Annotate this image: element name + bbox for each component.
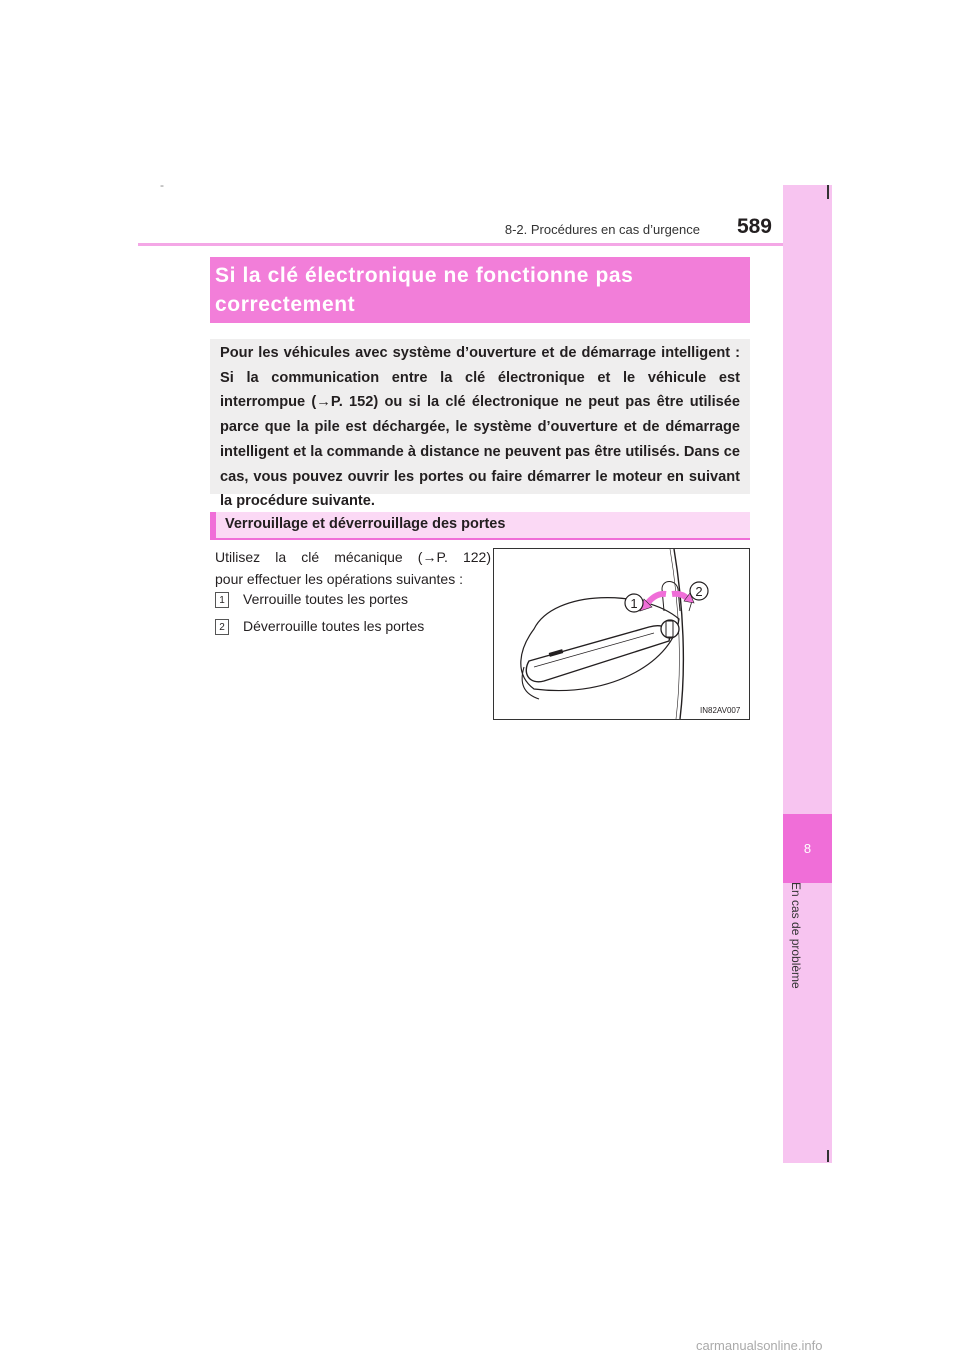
header-dash: - <box>160 178 164 192</box>
subheading: Verrouillage et déverrouillage des portes <box>225 516 506 532</box>
chapter-label <box>789 882 817 992</box>
crop-mark-bottom <box>827 1150 829 1162</box>
chapter-label-text: En cas de problème <box>789 882 803 989</box>
title-line-2: correctement <box>215 293 356 316</box>
door-handle-illustration <box>493 548 750 720</box>
door-handle-drawing <box>494 549 749 719</box>
step-2-text: Déverrouille toutes les portes <box>243 618 425 634</box>
figure-code: IN82AV007 <box>700 706 741 715</box>
subheading-accent <box>210 512 216 540</box>
watermark: carmanualsonline.info <box>696 1338 823 1353</box>
step-2-badge: 2 <box>215 619 229 635</box>
intro-text: Pour les véhicules avec système d’ouverture et de démarrage intelligent : Si la communication entre la clé électronique et le véhicule est interrompue (→P. 152) ou si la clé électronique ne peut pas être utilisée parce que la pile est déchargée, le système d’ouverture et de démarrage intelligent et la commande à distance ne peuvent pas être utilisés. Dans ce cas, vous pouvez ouvrir les portes ou faire démarrer le moteur en suivant la procédure suivante. <box>220 345 740 510</box>
body-line-1: Utilisez la clé mécanique (→P. 122) <box>215 549 491 565</box>
section-title: 8-2. Procédures en cas d’urgence <box>504 222 700 237</box>
body-line-2: pour effectuer les opérations suivantes : <box>215 571 464 587</box>
chapter-side-tab <box>783 185 832 1163</box>
title-line-1: Si la clé électronique ne fonctionne pas <box>215 264 634 287</box>
step-1-badge: 1 <box>215 592 229 608</box>
page-title <box>215 261 735 319</box>
page-number: 589 <box>736 215 772 238</box>
callout-1: 1 <box>630 596 638 611</box>
header-divider <box>138 243 832 246</box>
crop-mark-top <box>827 185 829 199</box>
chapter-number-tab: 8 <box>783 814 832 883</box>
step-1-text: Verrouille toutes les portes <box>243 591 408 607</box>
callout-2: 2 <box>695 584 703 599</box>
